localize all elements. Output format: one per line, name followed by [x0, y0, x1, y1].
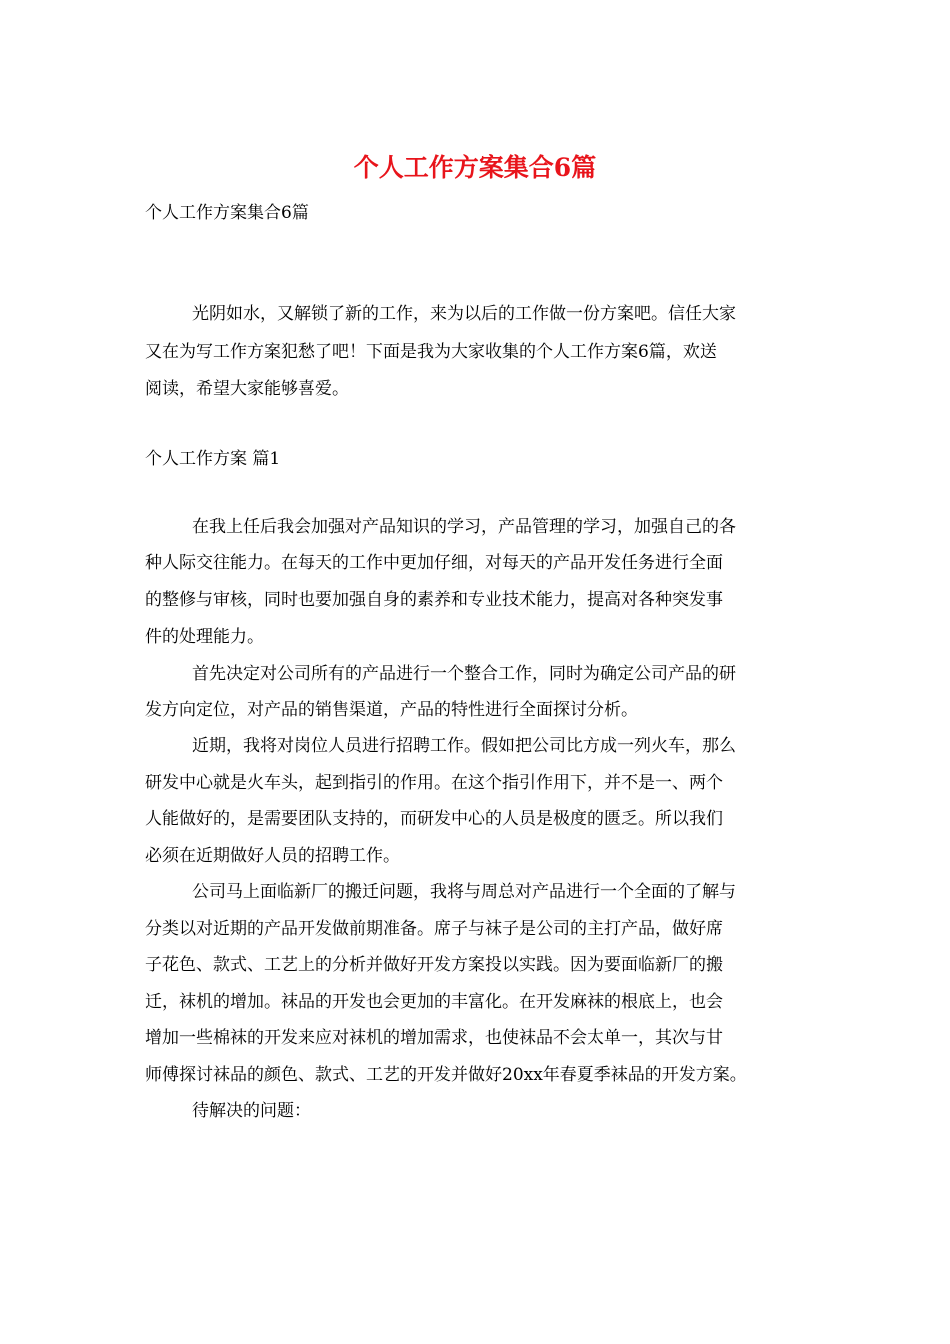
paragraph-line: 近期，我将对岗位人员进行招聘工作。假如把公司比方成一列火车，那么 — [192, 736, 736, 756]
paragraph-line: 在我上任后我会加强对产品知识的学习，产品管理的学习，加强自己的各 — [192, 517, 736, 537]
paragraph-line: 增加一些棉袜的开发来应对袜机的增加需求，也使袜品不会太单一，其次与甘 — [145, 1028, 723, 1048]
paragraph-line: 分类以对近期的产品开发做前期准备。席子与袜子是公司的主打产品，做好席 — [145, 919, 723, 939]
paragraph-line: 的整修与审核，同时也要加强自身的素养和专业技术能力，提高对各种突发事 — [145, 590, 723, 610]
intro-line: 光阴如水，又解锁了新的工作，来为以后的工作做一份方案吧。信任大家 — [192, 304, 736, 324]
intro-line: 又在为写工作方案犯愁了吧！下面是我为大家收集的个人工作方案6篇，欢送 — [145, 342, 717, 362]
paragraph-line: 子花色、款式、工艺上的分析并做好开发方案投以实践。因为要面临新厂的搬 — [145, 955, 723, 975]
paragraph-line: 师傅探讨袜品的颜色、款式、工艺的开发并做好20xx年春夏季袜品的开发方案。 — [145, 1065, 747, 1085]
paragraph-line: 迁，袜机的增加。袜品的开发也会更加的丰富化。在开发麻袜的根底上，也会 — [145, 992, 723, 1012]
intro-line: 阅读，希望大家能够喜爱。 — [145, 379, 349, 399]
paragraph-line: 研发中心就是火车头，起到指引的作用。在这个指引作用下，并不是一、两个 — [145, 773, 723, 793]
paragraph-line: 人能做好的，是需要团队支持的，而研发中心的人员是极度的匮乏。所以我们 — [145, 809, 723, 829]
paragraph-line: 必须在近期做好人员的招聘工作。 — [145, 846, 400, 866]
paragraph-line: 件的处理能力。 — [145, 627, 264, 647]
paragraph-line: 待解决的问题： — [192, 1101, 311, 1121]
paragraph-line: 首先决定对公司所有的产品进行一个整合工作，同时为确定公司产品的研 — [192, 664, 736, 684]
paragraph-line: 公司马上面临新厂的搬迁问题，我将与周总对产品进行一个全面的了解与 — [192, 882, 736, 902]
paragraph-line: 发方向定位，对产品的销售渠道，产品的特性进行全面探讨分析。 — [145, 700, 638, 720]
section-heading: 个人工作方案 篇1 — [145, 449, 281, 469]
document-title: 个人工作方案集合6篇 — [353, 153, 597, 182]
paragraph-line: 种人际交往能力。在每天的工作中更加仔细，对每天的产品开发任务进行全面 — [145, 553, 723, 573]
document-subtitle: 个人工作方案集合6篇 — [145, 203, 309, 223]
